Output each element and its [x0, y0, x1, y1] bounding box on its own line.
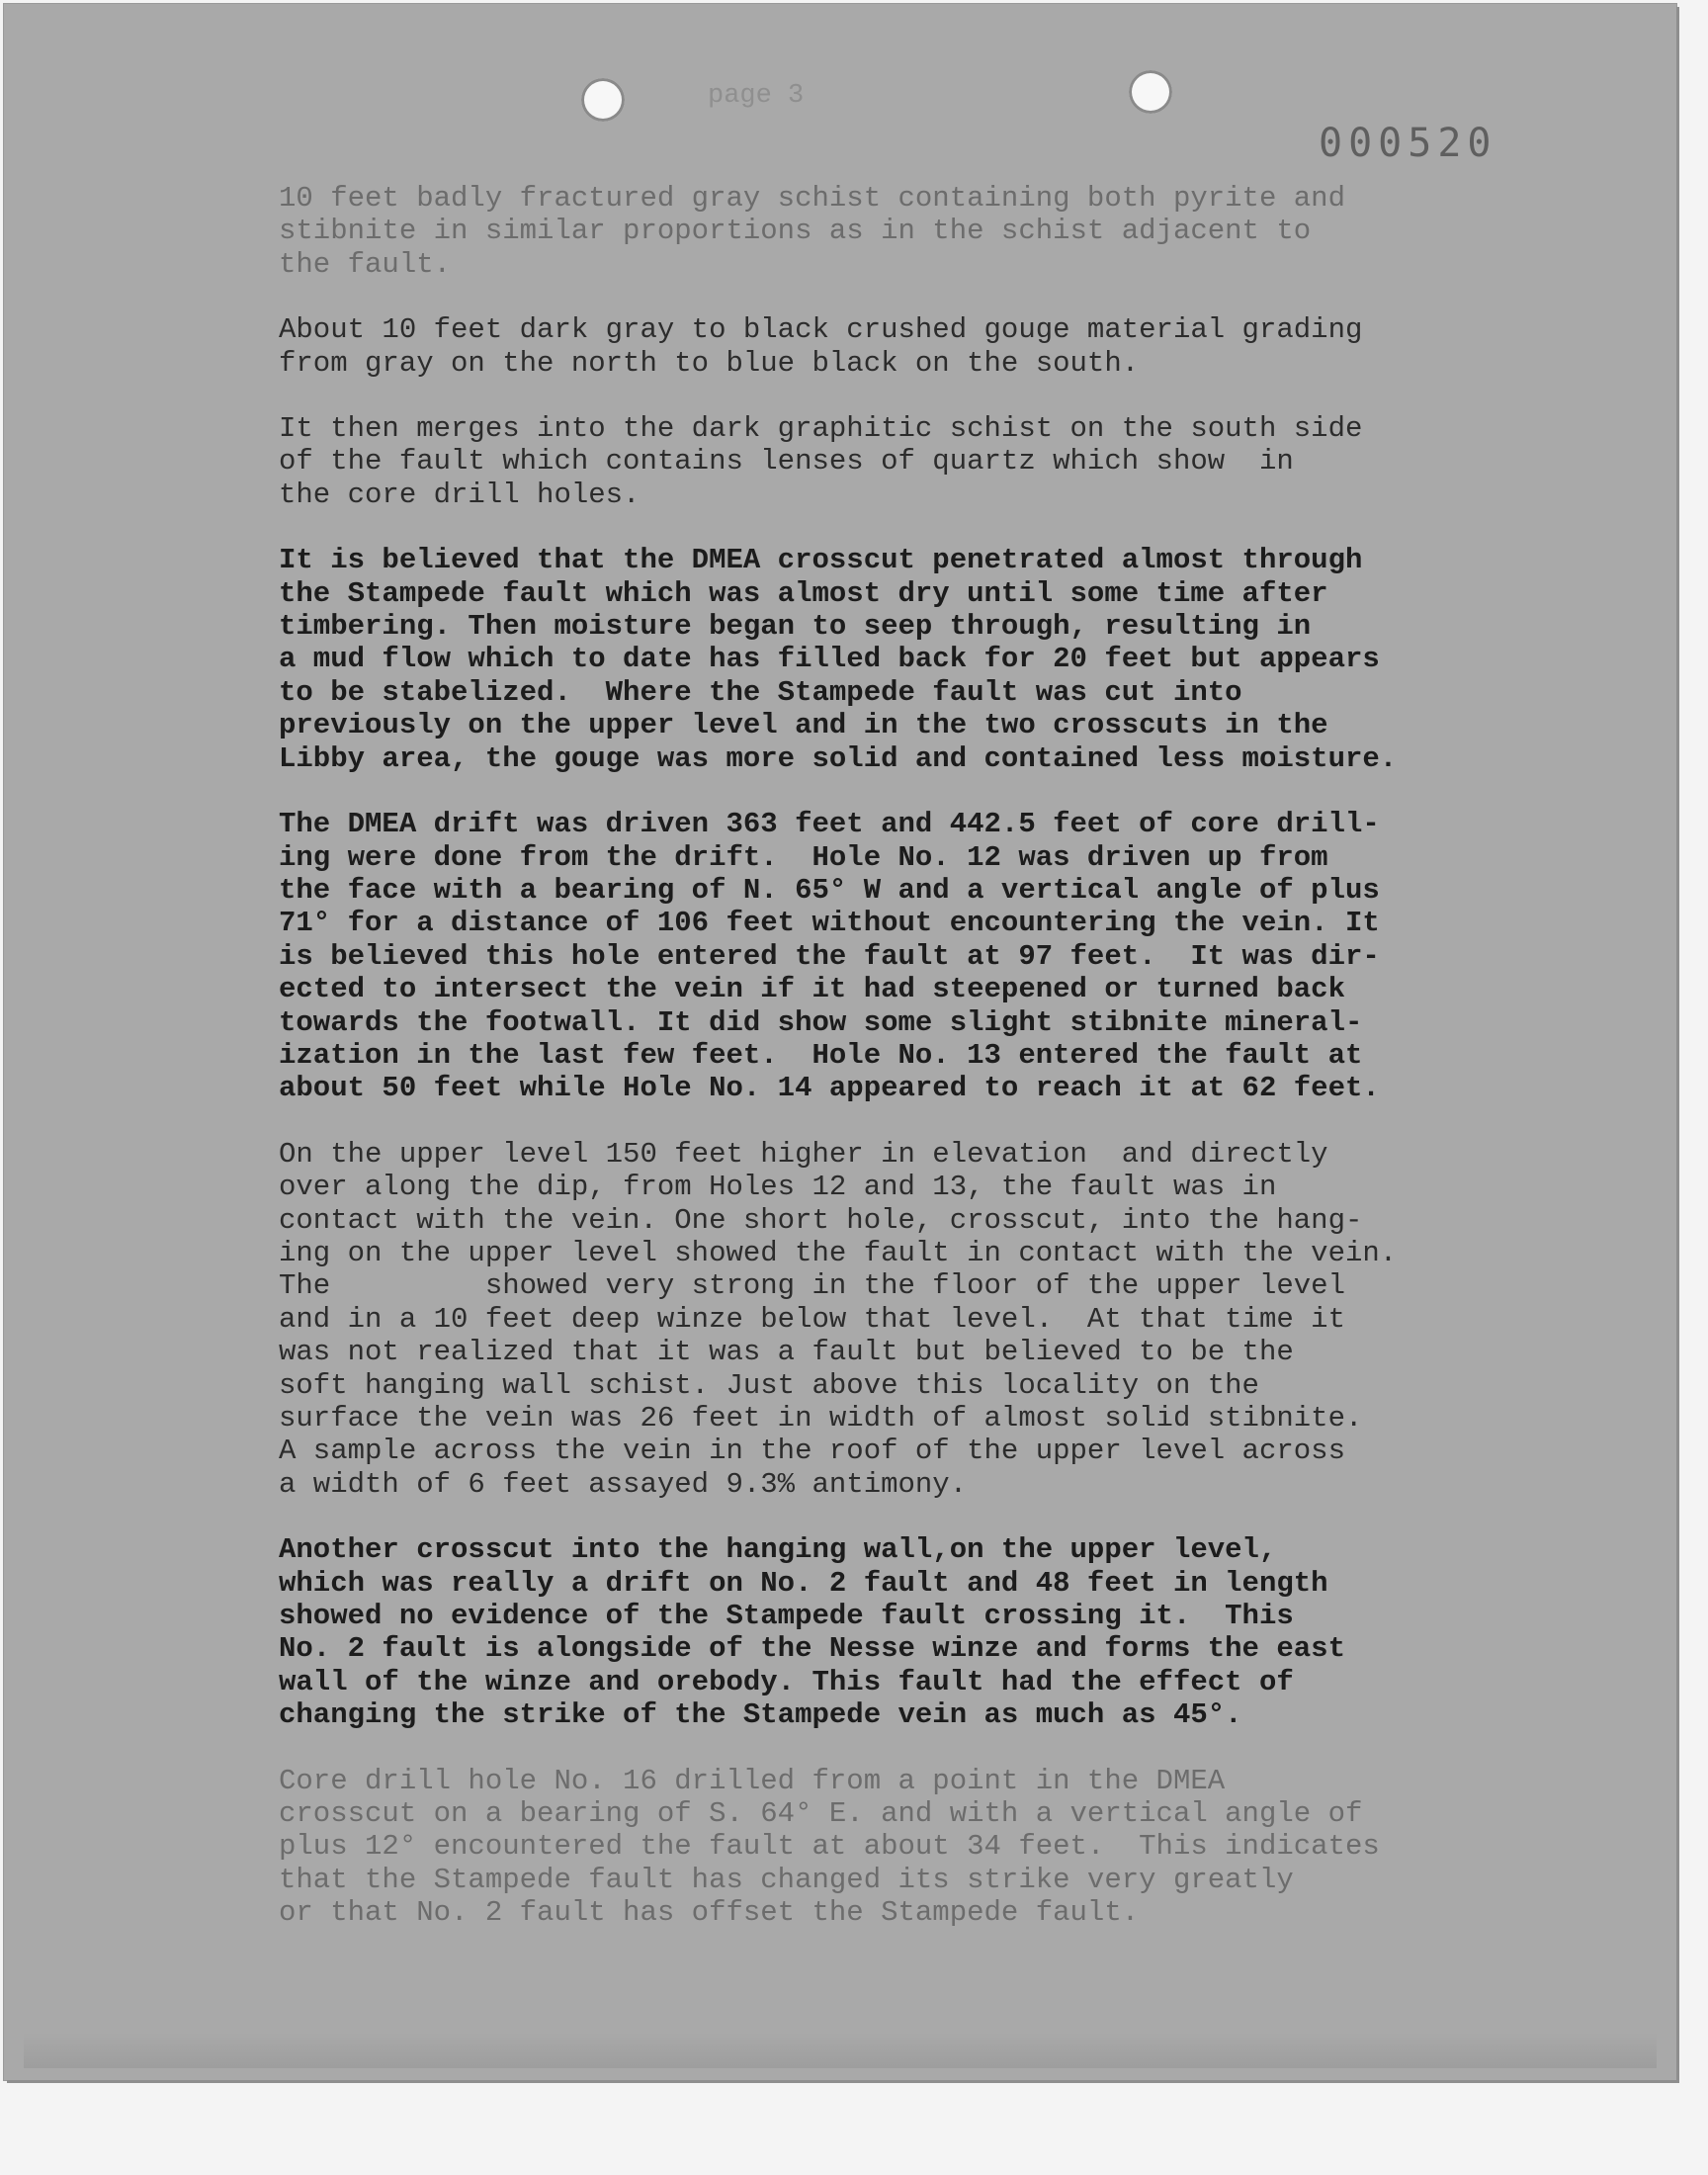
text-line: which was really a drift on No. 2 fault and 48 feet in length: [279, 1566, 1328, 1600]
paragraph-4: [279, 544, 1593, 775]
text-line: wall of the winze and orebody. This fault had the effect of: [279, 1665, 1294, 1698]
text-line: About 10 feet dark gray to black crushed gouge material grading: [279, 313, 1363, 347]
paragraph-6: [279, 1138, 1593, 1501]
text-line: that the Stampede fault has changed its strike very greatly: [279, 1863, 1294, 1896]
text-line: 71° for a distance of 106 feet without encountering the vein. It: [279, 907, 1380, 940]
text-line: A sample across the vein in the roof of the upper level across: [279, 1435, 1345, 1468]
paragraph-1: [279, 182, 1593, 281]
text-line: is believed this hole entered the fault at 97 feet. It was dir-: [279, 939, 1380, 973]
text-line: a width of 6 feet assayed 9.3% antimony.: [279, 1467, 968, 1501]
text-line: the fault.: [279, 247, 452, 281]
paragraph-3: [279, 412, 1593, 511]
text-line: ing were done from the drift. Hole No. 12 was driven up from: [279, 840, 1328, 874]
text-line: It is believed that the DMEA crosscut penetrated almost through: [279, 544, 1363, 577]
paragraph-7: [279, 1533, 1593, 1731]
text-line: a mud flow which to date has filled back for 20 feet but appears: [279, 643, 1380, 676]
text-line: Another crosscut into the hanging wall,on the upper level,: [279, 1533, 1277, 1567]
text-line: On the upper level 150 feet higher in elevation and directly: [279, 1137, 1328, 1171]
text-line: the core drill holes.: [279, 478, 640, 511]
text-line: Core drill hole No. 16 drilled from a point in the DMEA: [279, 1764, 1226, 1797]
text-line: 10 feet badly fractured gray schist containing both pyrite and: [279, 182, 1345, 215]
text-line: previously on the upper level and in the two crosscuts in the: [279, 709, 1328, 742]
punch-hole-left: [581, 78, 625, 122]
scan-edge-shadow: [24, 2033, 1657, 2068]
text-line: the face with a bearing of N. 65° W and a vertical angle of plus: [279, 873, 1380, 907]
text-line: to be stabelized. Where the Stampede fault was cut into: [279, 675, 1242, 709]
text-line: The showed very strong in the floor of the upper level: [279, 1269, 1345, 1303]
text-line: towards the footwall. It did show some slight stibnite mineral-: [279, 1005, 1363, 1039]
text-line: of the fault which contains lenses of quartz which show in: [279, 445, 1294, 478]
body-text: [279, 182, 1593, 1962]
text-line: It then merges into the dark graphitic schist on the south side: [279, 412, 1363, 446]
text-line: or that No. 2 fault has offset the Stampede fault.: [279, 1896, 1140, 1930]
text-line: timbering. Then moisture began to seep through, resulting in: [279, 610, 1312, 644]
text-line: The DMEA drift was driven 363 feet and 442.5 feet of core drill-: [279, 808, 1380, 841]
text-line: was not realized that it was a fault but believed to be the: [279, 1336, 1294, 1369]
text-line: soft hanging wall schist. Just above this locality on the: [279, 1368, 1259, 1402]
text-line: No. 2 fault is alongside of the Nesse winze and forms the east: [279, 1632, 1345, 1666]
text-line: crosscut on a bearing of S. 64° E. and with a vertical angle of: [279, 1797, 1363, 1831]
paragraph-8: [279, 1765, 1593, 1930]
text-line: contact with the vein. One short hole, crosscut, into the hang-: [279, 1203, 1363, 1237]
paragraph-2: [279, 313, 1593, 380]
document-page: [4, 4, 1676, 2080]
text-line: ing on the upper level showed the fault in contact with the vein.: [279, 1236, 1398, 1269]
text-line: showed no evidence of the Stampede fault crossing it. This: [279, 1600, 1294, 1633]
text-line: the Stampede fault which was almost dry until some time after: [279, 576, 1328, 610]
text-line: ization in the last few feet. Hole No. 13 entered the fault at: [279, 1038, 1363, 1072]
text-line: changing the strike of the Stampede vein as much as 45°.: [279, 1698, 1242, 1732]
text-line: plus 12° encountered the fault at about 34 feet. This indicates: [279, 1830, 1380, 1864]
page-label: page 3: [708, 81, 805, 111]
text-line: from gray on the north to blue black on the south.: [279, 346, 1140, 380]
text-line: over along the dip, from Holes 12 and 13, the fault was in: [279, 1171, 1277, 1204]
text-line: and in a 10 feet deep winze below that level. At that time it: [279, 1302, 1345, 1336]
text-line: stibnite in similar proportions as in the schist adjacent to: [279, 215, 1312, 248]
text-line: Libby area, the gouge was more solid and contained less moisture.: [279, 741, 1398, 775]
punch-hole-right: [1129, 70, 1172, 114]
text-line: about 50 feet while Hole No. 14 appeared to reach it at 62 feet.: [279, 1072, 1380, 1105]
text-line: ected to intersect the vein if it had steepened or turned back: [279, 973, 1345, 1006]
paragraph-5: [279, 808, 1593, 1105]
document-number: 000520: [1319, 121, 1497, 166]
text-line: surface the vein was 26 feet in width of almost solid stibnite.: [279, 1402, 1363, 1435]
